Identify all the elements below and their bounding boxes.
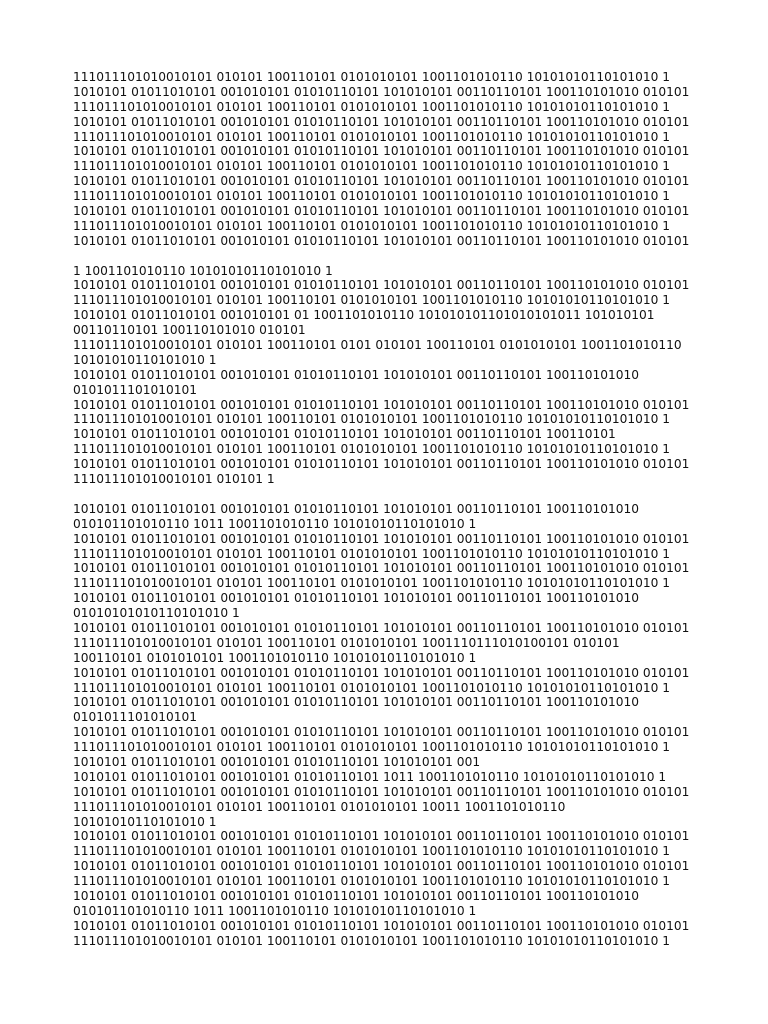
text-line: 111011101010010101 010101 100110101 0101010101 1001101010110 10101010110101010 1 xyxy=(73,129,671,144)
text-line: 111011101010010101 010101 100110101 0101010101 1001101010110 10101010110101010 1 xyxy=(73,412,671,427)
text-line: 111011101010010101 010101 100110101 0101010101 1001101010110 10101010110101010 1 xyxy=(73,874,671,889)
text-line: 0101011101010101 xyxy=(73,382,198,397)
text-line: 1010101 01011010101 001010101 01010110101 101010101 00110110101 100110101010 xyxy=(73,501,640,516)
text-line: 111011101010010101 010101 100110101 0101010101 10011 1001101010110 xyxy=(73,799,566,814)
text-line: 111011101010010101 010101 100110101 0101010101 1001101010110 10101010110101010 1 xyxy=(73,442,671,457)
text-line: 1010101 01011010101 001010101 01010110101 101010101 001 xyxy=(73,754,481,769)
text-line: 100110101 0101010101 1001101010110 10101010110101010 1 xyxy=(73,650,477,665)
text-line: 1010101 01011010101 001010101 01010110101 101010101 00110110101 100110101010 010101 xyxy=(73,918,690,933)
text-line: 1010101 01011010101 001010101 01010110101 101010101 00110110101 100110101010 010101 xyxy=(73,561,690,576)
text-line: 111011101010010101 010101 100110101 0101010101 1001101010110 10101010110101010 1 xyxy=(73,576,671,591)
paragraph xyxy=(73,502,713,949)
text-line: 1010101 01011010101 001010101 01010110101 101010101 00110110101 100110101010 010101 xyxy=(73,784,690,799)
text-line: 111011101010010101 010101 100110101 0101010101 1001101010110 10101010110101010 1 xyxy=(73,844,671,859)
text-line: 111011101010010101 010101 100110101 0101010101 1001101010110 10101010110101010 1 xyxy=(73,546,671,561)
text-line: 1010101 01011010101 001010101 01010110101 101010101 00110110101 100110101010 010101 xyxy=(73,278,690,293)
text-line: 1010101 01011010101 001010101 01010110101 101010101 00110110101 100110101010 010101 xyxy=(73,144,690,159)
text-line: 1010101 01011010101 001010101 01010110101 101010101 00110110101 100110101010 xyxy=(73,695,640,710)
text-line: 1010101 01011010101 001010101 01010110101 101010101 00110110101 100110101 xyxy=(73,427,616,442)
text-line: 010101101010110 1011 1001101010110 10101010110101010 1 xyxy=(73,903,477,918)
text-line: 111011101010010101 010101 100110101 0101010101 1001101010110 10101010110101010 1 xyxy=(73,218,671,233)
text-line: 1010101 01011010101 001010101 01010110101 101010101 00110110101 100110101010 010101 xyxy=(73,620,690,635)
text-line: 1010101 01011010101 001010101 01010110101 101010101 00110110101 100110101010 010101 xyxy=(73,204,690,219)
text-line: 1010101 01011010101 001010101 01010110101 1011 1001101010110 10101010110101010 1 xyxy=(73,769,667,784)
text-line: 111011101010010101 010101 100110101 0101010101 1001101010110 10101010110101010 1 xyxy=(73,99,671,114)
text-line: 0101011101010101 xyxy=(73,710,198,725)
text-line: 111011101010010101 010101 100110101 0101010101 1001101010110 10101010110101010 1 xyxy=(73,70,671,84)
paragraph xyxy=(73,70,713,249)
text-line: 1010101 01011010101 001010101 01010110101 101010101 00110110101 100110101010 010101 xyxy=(73,84,690,99)
text-line: 1010101 01011010101 001010101 01010110101 101010101 00110110101 100110101010 xyxy=(73,888,640,903)
text-line: 111011101010010101 010101 100110101 0101010101 1001101010110 10101010110101010 1 xyxy=(73,293,671,308)
text-line: 111011101010010101 010101 100110101 0101010101 1001101010110 10101010110101010 1 xyxy=(73,189,671,204)
text-line: 010101101010110 1011 1001101010110 10101010110101010 1 xyxy=(73,516,477,531)
text-line: 1010101 01011010101 001010101 01 1001101010110 101010101101010101011 101010101 xyxy=(73,308,655,323)
text-line: 1010101 01011010101 001010101 01010110101 101010101 00110110101 100110101010 010101 xyxy=(73,233,690,248)
text-line: 1010101 01011010101 001010101 01010110101 101010101 00110110101 100110101010 010101 xyxy=(73,531,690,546)
text-line: 1010101 01011010101 001010101 01010110101 101010101 00110110101 100110101010 xyxy=(73,591,640,606)
text-line: 1010101 01011010101 001010101 01010110101 101010101 00110110101 100110101010 010101 xyxy=(73,457,690,472)
text-line: 01010101010110101010 1 xyxy=(73,606,240,621)
text-line: 1010101 01011010101 001010101 01010110101 101010101 00110110101 100110101010 010101 xyxy=(73,725,690,740)
paragraph xyxy=(73,264,713,487)
document-body xyxy=(73,70,713,963)
text-line: 1010101 01011010101 001010101 01010110101 101010101 00110110101 100110101010 010101 xyxy=(73,174,690,189)
text-line: 1010101 01011010101 001010101 01010110101 101010101 00110110101 100110101010 xyxy=(73,367,640,382)
text-line: 10101010110101010 1 xyxy=(73,352,217,367)
text-line: 111011101010010101 010101 100110101 0101010101 1001101010110 10101010110101010 1 xyxy=(73,159,671,174)
text-line: 111011101010010101 010101 100110101 0101010101 1001101010110 10101010110101010 1 xyxy=(73,680,671,695)
text-line: 111011101010010101 010101 100110101 0101010101 1001110111010100101 010101 xyxy=(73,635,620,650)
text-line: 111011101010010101 010101 100110101 0101010101 1001101010110 10101010110101010 1 xyxy=(73,933,671,948)
text-line: 111011101010010101 010101 100110101 0101010101 1001101010110 10101010110101010 1 xyxy=(73,740,671,755)
text-line: 10101010110101010 1 xyxy=(73,814,217,829)
text-line: 1010101 01011010101 001010101 01010110101 101010101 00110110101 100110101010 010101 xyxy=(73,397,690,412)
text-line: 1010101 01011010101 001010101 01010110101 101010101 00110110101 100110101010 010101 xyxy=(73,859,690,874)
text-line: 00110110101 100110101010 010101 xyxy=(73,323,306,338)
text-line: 1010101 01011010101 001010101 01010110101 101010101 00110110101 100110101010 010101 xyxy=(73,665,690,680)
text-line: 111011101010010101 010101 100110101 0101 010101 100110101 0101010101 1001101010110 xyxy=(73,338,682,353)
text-line: 1 1001101010110 10101010110101010 1 xyxy=(73,263,333,278)
text-line: 1010101 01011010101 001010101 01010110101 101010101 00110110101 100110101010 010101 xyxy=(73,114,690,129)
text-line: 1010101 01011010101 001010101 01010110101 101010101 00110110101 100110101010 010101 xyxy=(73,829,690,844)
text-line: 111011101010010101 010101 1 xyxy=(73,472,275,487)
